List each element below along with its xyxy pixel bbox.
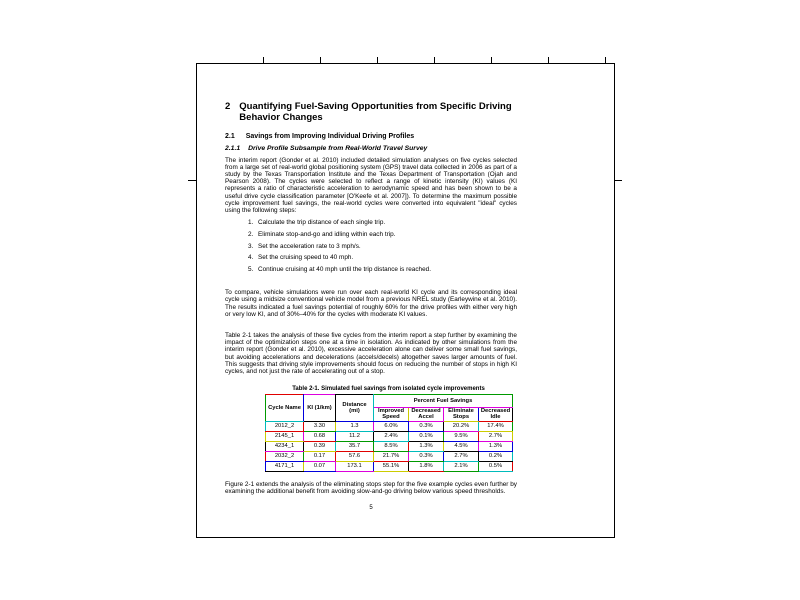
table-row xyxy=(266,441,513,451)
table-row xyxy=(266,451,513,461)
table-cell: 0.39 xyxy=(304,441,336,451)
table-cell: 55.1% xyxy=(374,461,409,471)
table-cell: 17.4% xyxy=(479,421,513,431)
subsubsection-heading xyxy=(225,145,517,153)
sub-column-header: Improved Speed xyxy=(374,408,409,421)
table-cell: 2.7% xyxy=(444,451,479,461)
paragraph: To compare, vehicle simulations were run over each real-world KI cycle and its corresponding ideal cycle using a midsize conventional vehicle model from a previous NREL study (Earleywine et al. 2010). The results indicated a fuel savings potential of roughly 60% for the drive profiles with either very high or very low KI, and of 30%–40% for the cycles with moderate KI values. xyxy=(225,289,517,318)
list-item-number: 4. xyxy=(248,254,254,262)
table-cell: 0.5% xyxy=(479,461,513,471)
crop-mark-left xyxy=(188,180,196,181)
table-cell: 4171_1 xyxy=(266,461,304,471)
section-title: Quantifying Fuel-Saving Opportunities from Specific Driving Behavior Changes xyxy=(239,101,512,123)
table-cell: 1.3% xyxy=(479,441,513,451)
list-item-number: 1. xyxy=(248,219,254,227)
crop-mark-right xyxy=(614,180,622,181)
list-item-text: Calculate the trip distance of each single trip. xyxy=(258,219,386,227)
list-item xyxy=(248,266,517,273)
subsection-heading xyxy=(225,133,517,141)
table-row xyxy=(266,421,513,431)
list-item-number: 2. xyxy=(248,230,254,238)
table-cell: 0.68 xyxy=(304,431,336,441)
subsubsection-title: Drive Profile Subsample from Real-World Travel Survey xyxy=(248,145,428,152)
paragraph: Table 2-1 takes the analysis of these five cycles from the interim report a step further by examining the impact of the optimization steps one at a time in isolation. As indicated by other simulations from the interim report (Gonder et al. 2010), excessive acceleration alone can deliver some small fuel savings, but avoiding accelerations and decelerations (accels/decels) altogether saves larger amounts of fuel. This suggests that driving style improvements should focus on reducing the number of stops in high KI cycles, and not just the rate of accelerating out of a stop. xyxy=(225,331,517,375)
sub-column-header: Eliminate Stops xyxy=(444,408,479,421)
list-item-number: 5. xyxy=(248,265,254,273)
section-heading xyxy=(225,102,517,123)
table-cell: 0.3% xyxy=(409,451,444,461)
page-number: 5 xyxy=(369,505,373,511)
list-item-number: 3. xyxy=(248,242,254,250)
table-cell: 57.6 xyxy=(336,451,374,461)
table-cell: 8.5% xyxy=(374,441,409,451)
table-cell: 2012_2 xyxy=(266,421,304,431)
column-header-ki: KI (1/km) xyxy=(304,395,336,421)
table-cell: 173.1 xyxy=(336,461,374,471)
column-header-cycle-name: Cycle Name xyxy=(266,395,304,421)
table-cell: 2.4% xyxy=(374,431,409,441)
table-cell: 1.8% xyxy=(409,461,444,471)
table-caption: Table 2-1. Simulated fuel savings from isolated cycle improvements xyxy=(292,386,485,393)
table-row xyxy=(266,461,513,471)
table-cell: 1.3% xyxy=(409,441,444,451)
table-cell: 3.30 xyxy=(304,421,336,431)
table-cell: 2145_1 xyxy=(266,431,304,441)
table-row xyxy=(266,431,513,441)
list-item xyxy=(248,231,517,238)
list-item-text: Continue cruising at 40 mph until the trip distance is reached. xyxy=(258,265,431,273)
list-item-text: Eliminate stop-and-go and idling within each trip. xyxy=(258,230,396,238)
table-cell: 21.7% xyxy=(374,451,409,461)
table-cell: 0.3% xyxy=(409,421,444,431)
table-cell: 9.5% xyxy=(444,431,479,441)
subsection-number: 2.1 xyxy=(225,133,235,140)
column-header-distance: Distance (mi) xyxy=(336,395,374,421)
sub-column-header: Decreased Idle xyxy=(479,408,513,421)
table-cell: 2.1% xyxy=(444,461,479,471)
list-item xyxy=(248,219,517,226)
list-item xyxy=(248,254,517,261)
table-cell: 2032_2 xyxy=(266,451,304,461)
report-page xyxy=(196,63,615,538)
column-group-header-percent-fuel-savings: Percent Fuel Savings xyxy=(374,395,513,408)
paragraph: The interim report (Gonder et al. 2010) included detailed simulation analyses on five cycles selected from a large set of real-world global positioning system (GPS) travel data collected in 2006 as part of a study by the Texas Transportation Institute and the Texas Department of Transportation (Ojah and Pearson 2008). The cycles were selected to reflect a range of kinetic intensity (KI) values (KI represents a ratio of characteristic acceleration to aerodynamic speed and has been shown to be a useful drive cycle classification parameter [O'Keefe et al. 2007]). To determine the maximum possible cycle improvement fuel savings, the real-world cycles were converted into equivalent "ideal" cycles using the following steps: xyxy=(225,156,517,214)
table-cell: 11.2 xyxy=(336,431,374,441)
page-content xyxy=(225,102,517,500)
table-cell: 0.17 xyxy=(304,451,336,461)
table-cell: 0.07 xyxy=(304,461,336,471)
table-cell: 1.3 xyxy=(336,421,374,431)
table-cell: 20.2% xyxy=(444,421,479,431)
subsubsection-number: 2.1.1 xyxy=(225,145,241,152)
section-number: 2 xyxy=(225,101,231,112)
sub-column-header: Decreased Accel xyxy=(409,408,444,421)
table-cell: 0.2% xyxy=(479,451,513,461)
table-cell: 4.5% xyxy=(444,441,479,451)
table-cell: 4234_1 xyxy=(266,441,304,451)
list-item-text: Set the cruising speed to 40 mph. xyxy=(258,254,354,262)
table-cell: 6.0% xyxy=(374,421,409,431)
list-item xyxy=(248,243,517,250)
subsection-title: Savings from Improving Individual Driving Profiles xyxy=(245,133,415,140)
table-cell: 35.7 xyxy=(336,441,374,451)
table-cell: 0.1% xyxy=(409,431,444,441)
list-item-text: Set the acceleration rate to 3 mph/s. xyxy=(258,242,361,250)
table-cell: 2.7% xyxy=(479,431,513,441)
paragraph: Figure 2-1 extends the analysis of the eliminating stops step for the five example cycles even further by examining the additional benefit from avoiding slow-and-go driving below various speed thresholds. xyxy=(225,480,517,495)
fuel-savings-table xyxy=(265,394,513,471)
numbered-steps-list xyxy=(225,219,517,273)
